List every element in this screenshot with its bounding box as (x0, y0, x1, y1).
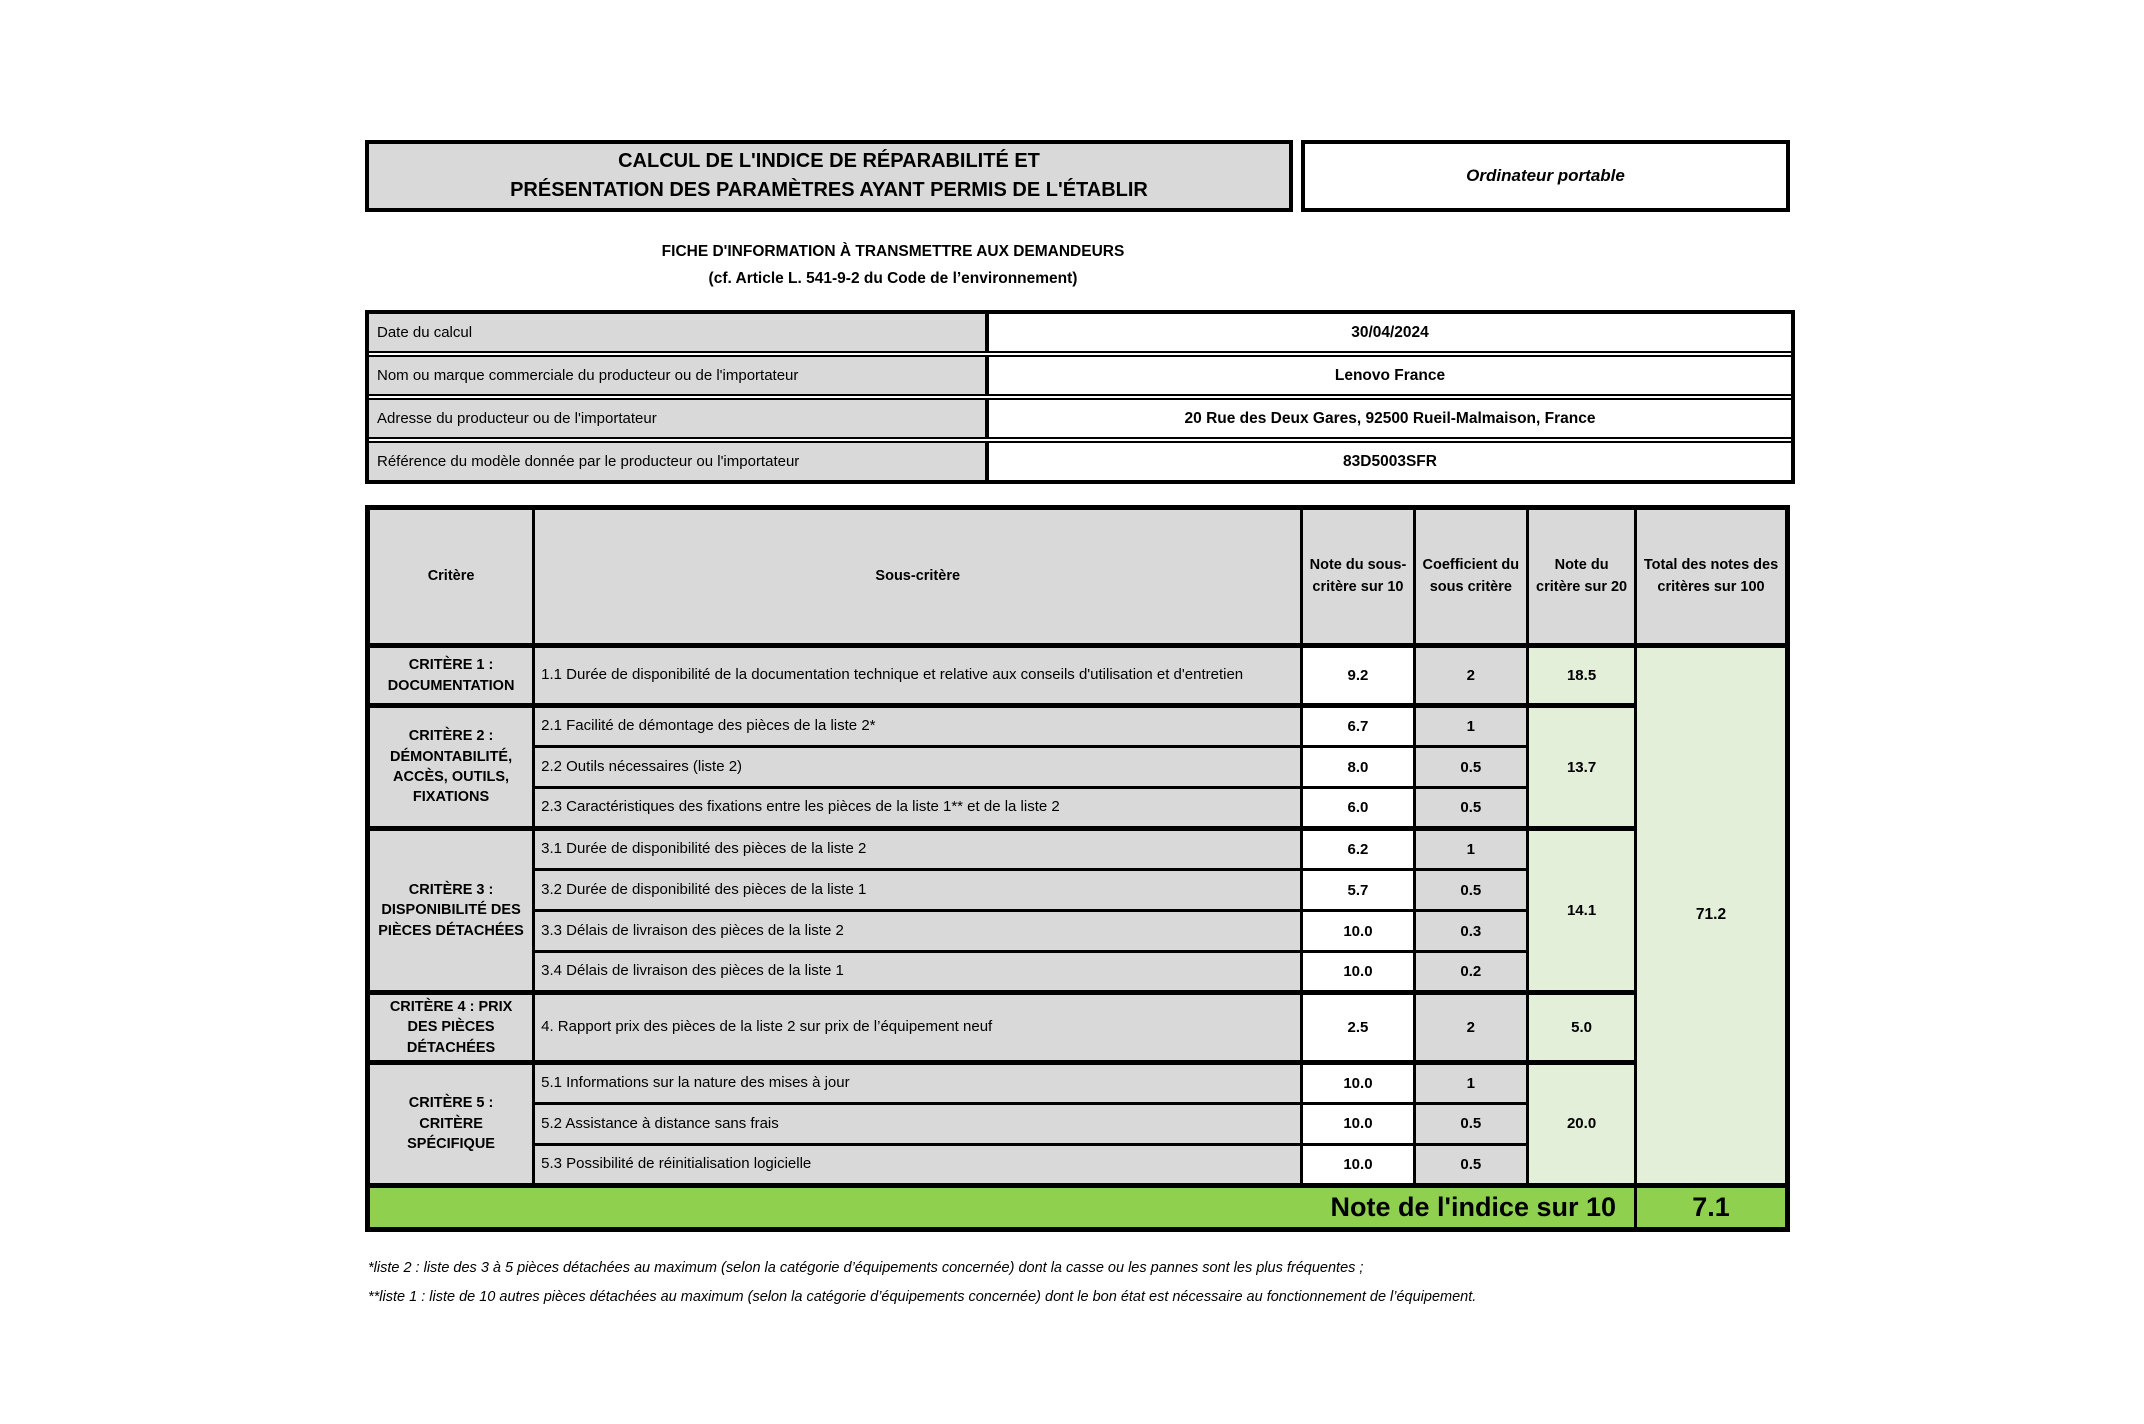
final-score-label: Note de l'indice sur 10 (368, 1185, 1636, 1229)
info-value: 20 Rue des Deux Gares, 92500 Rueil-Malmaison, France (1184, 409, 1596, 427)
criterion-cell: CRITÈRE 3 : DISPONIBILITÉ DES PIÈCES DÉTACHÉES (368, 829, 534, 993)
document-title (365, 140, 1293, 212)
table-row (368, 1062, 1788, 1103)
coefficient-cell: 1 (1414, 1062, 1528, 1103)
header-sous-critere: Sous-critère (534, 508, 1302, 646)
score10-cell: 2.5 (1302, 993, 1414, 1063)
info-row-date (369, 314, 1791, 357)
final-score-value: 7.1 (1636, 1185, 1788, 1229)
score10-cell: 10.0 (1302, 911, 1414, 952)
info-value: 30/04/2024 (1351, 323, 1429, 341)
subcriterion-cell: 3.3 Délais de livraison des pièces de la liste 2 (534, 911, 1302, 952)
coefficient-cell: 0.2 (1414, 952, 1528, 993)
table-row (368, 646, 1788, 706)
coefficient-cell: 1 (1414, 829, 1528, 870)
coefficient-cell: 1 (1414, 706, 1528, 747)
score20-cell: 5.0 (1528, 993, 1636, 1063)
coefficient-cell: 0.5 (1414, 1144, 1528, 1185)
info-label: Référence du modèle donnée par le producteur ou l'importateur (369, 443, 989, 480)
header-note-sous-critere: Note du sous-critère sur 10 (1302, 508, 1414, 646)
criterion-cell: CRITÈRE 2 : DÉMONTABILITÉ, ACCÈS, OUTILS, FIXATIONS (368, 706, 534, 829)
coefficient-cell: 0.5 (1414, 870, 1528, 911)
criterion-cell: CRITÈRE 5 : CRITÈRE SPÉCIFIQUE (368, 1062, 534, 1185)
table-row (368, 993, 1788, 1063)
score10-cell: 9.2 (1302, 646, 1414, 706)
coefficient-cell: 0.3 (1414, 911, 1528, 952)
subcriterion-cell: 2.2 Outils nécessaires (liste 2) (534, 747, 1302, 788)
footnote-liste2: *liste 2 : liste des 3 à 5 pièces détachées au maximum (selon la catégorie d’équipements concernée) dont la casse ou les pannes sont les plus fréquentes ; (368, 1260, 1364, 1276)
score20-cell: 13.7 (1528, 706, 1636, 829)
product-type: Ordinateur portable (1301, 140, 1790, 212)
final-score-row (368, 1185, 1788, 1229)
score10-cell: 10.0 (1302, 1103, 1414, 1144)
subcriterion-cell: 3.4 Délais de livraison des pièces de la liste 1 (534, 952, 1302, 993)
subcriterion-cell: 3.2 Durée de disponibilité des pièces de la liste 1 (534, 870, 1302, 911)
score10-cell: 6.7 (1302, 706, 1414, 747)
score10-cell: 6.0 (1302, 788, 1414, 829)
subcriterion-cell: 2.1 Facilité de démontage des pièces de la liste 2* (534, 706, 1302, 747)
header-critere: Critère (368, 508, 534, 646)
document-title-line1: CALCUL DE L'INDICE DE RÉPARABILITÉ ET (618, 150, 1040, 172)
info-value: 83D5003SFR (1343, 452, 1437, 470)
subtitle-line1: FICHE D'INFORMATION À TRANSMETTRE AUX DEMANDEURS (661, 243, 1125, 260)
coefficient-cell: 2 (1414, 646, 1528, 706)
subcriterion-cell: 3.1 Durée de disponibilité des pièces de la liste 2 (534, 829, 1302, 870)
score20-cell: 18.5 (1528, 646, 1636, 706)
total-cell: 71.2 (1636, 646, 1788, 1186)
header-note-critere: Note du critère sur 20 (1528, 508, 1636, 646)
score10-cell: 10.0 (1302, 1062, 1414, 1103)
criterion-cell: CRITÈRE 4 : PRIX DES PIÈCES DÉTACHÉES (368, 993, 534, 1063)
coefficient-cell: 0.5 (1414, 1103, 1528, 1144)
info-row-producer (369, 357, 1791, 400)
score10-cell: 10.0 (1302, 952, 1414, 993)
info-table (365, 310, 1795, 484)
footnote-liste1: **liste 1 : liste de 10 autres pièces détachées au maximum (selon la catégorie d’équipements concernée) dont le bon état est nécessaire au fonctionnement de l’équipement. (368, 1289, 1477, 1305)
header (365, 140, 1790, 212)
score20-cell: 14.1 (1528, 829, 1636, 993)
subcriterion-cell: 1.1 Durée de disponibilité de la documentation technique et relative aux conseils d'utilisation et d'entretien (534, 646, 1302, 706)
info-label: Adresse du producteur ou de l'importateur (369, 400, 989, 437)
subcriterion-cell: 2.3 Caractéristiques des fixations entre les pièces de la liste 1** et de la liste 2 (534, 788, 1302, 829)
table-header-row (368, 508, 1788, 646)
subcriterion-cell: 5.3 Possibilité de réinitialisation logicielle (534, 1144, 1302, 1185)
info-label: Date du calcul (369, 314, 989, 351)
info-row-model-ref (369, 443, 1791, 480)
document-title-line2: PRÉSENTATION DES PARAMÈTRES AYANT PERMIS DE L'ÉTABLIR (510, 179, 1148, 201)
subtitle (365, 238, 1421, 292)
info-row-address (369, 400, 1791, 443)
coefficient-cell: 0.5 (1414, 747, 1528, 788)
table-row (368, 706, 1788, 747)
score20-cell: 20.0 (1528, 1062, 1636, 1185)
subcriterion-cell: 4. Rapport prix des pièces de la liste 2 sur prix de l’équipement neuf (534, 993, 1302, 1063)
info-value: Lenovo France (1334, 366, 1446, 384)
coefficient-cell: 0.5 (1414, 788, 1528, 829)
score10-cell: 6.2 (1302, 829, 1414, 870)
criteria-table (365, 505, 1790, 1232)
score10-cell: 8.0 (1302, 747, 1414, 788)
score10-cell: 5.7 (1302, 870, 1414, 911)
subtitle-line2: (cf. Article L. 541-9-2 du Code de l’environnement) (708, 270, 1078, 288)
header-coefficient: Coefficient du sous critère (1414, 508, 1528, 646)
criterion-cell: CRITÈRE 1 : DOCUMENTATION (368, 646, 534, 706)
coefficient-cell: 2 (1414, 993, 1528, 1063)
score10-cell: 10.0 (1302, 1144, 1414, 1185)
header-total: Total des notes des critères sur 100 (1636, 508, 1788, 646)
table-row (368, 829, 1788, 870)
subcriterion-cell: 5.1 Informations sur la nature des mises à jour (534, 1062, 1302, 1103)
footnotes (368, 1254, 1476, 1312)
info-label: Nom ou marque commerciale du producteur ou de l'importateur (369, 357, 989, 394)
subcriterion-cell: 5.2 Assistance à distance sans frais (534, 1103, 1302, 1144)
